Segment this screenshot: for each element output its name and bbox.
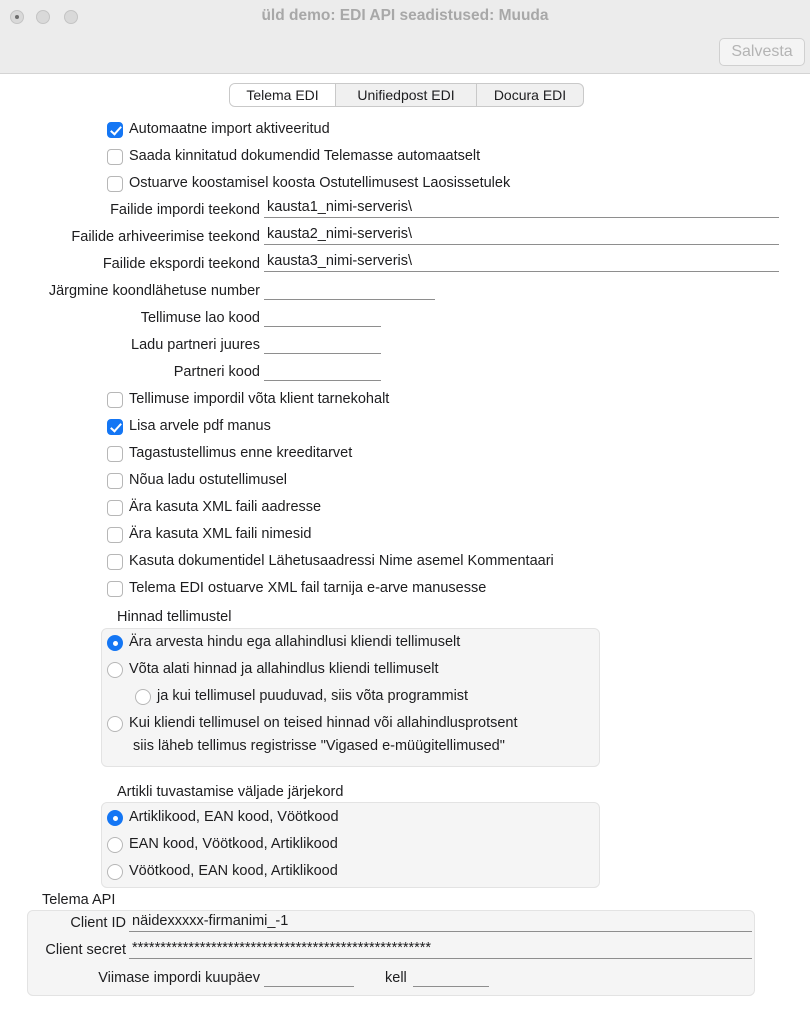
send-confirmed-label: Saada kinnitatud dokumendid Telemasse automaatselt	[129, 148, 481, 164]
auto-import-checkbox[interactable]	[107, 122, 123, 138]
price-option-ignore-radio[interactable]	[107, 635, 123, 651]
price-option-ignore-label: Ära arvesta hindu ega allahindlusi kliendi tellimuselt	[129, 634, 461, 650]
use-comment-checkbox[interactable]	[107, 554, 123, 570]
client-secret-label: Client secret	[45, 942, 126, 958]
price-option-error-note: siis läheb tellimus registrisse "Vigased e-müügitellimused"	[133, 738, 505, 754]
api-group-title: Telema API	[42, 892, 116, 908]
archive-path-label: Failide arhiveerimise teekond	[71, 229, 260, 245]
send-confirmed-checkbox[interactable]	[107, 149, 123, 165]
import-path-label: Failide impordi teekond	[110, 202, 260, 218]
purchase-invoice-receipt-checkbox[interactable]	[107, 176, 123, 192]
ignore-xml-addresses-checkbox[interactable]	[107, 500, 123, 516]
price-option-always-label: Võta alati hinnad ja allahindlus kliendi tellimuselt	[129, 661, 439, 677]
price-option-error-radio[interactable]	[107, 716, 123, 732]
article-order-3-radio[interactable]	[107, 864, 123, 880]
client-id-field[interactable]: näidexxxxx-firmanimi_-1	[129, 913, 752, 932]
last-import-date-field[interactable]	[264, 968, 354, 987]
attach-pdf-label: Lisa arvele pdf manus	[129, 418, 271, 434]
article-group-title: Artikli tuvastamise väljade järjekord	[117, 784, 344, 800]
return-order-label: Tagastustellimus enne kreeditarvet	[129, 445, 353, 461]
attach-pdf-checkbox[interactable]	[107, 419, 123, 435]
order-warehouse-code-label: Tellimuse lao kood	[140, 310, 260, 326]
price-option-error-label: Kui kliendi tellimusel on teised hinnad või allahindlusprotsent	[129, 715, 518, 731]
price-option-fallback-label: ja kui tellimusel puuduvad, siis võta programmist	[157, 688, 469, 704]
ignore-xml-addresses-label: Ära kasuta XML faili aadresse	[129, 499, 322, 515]
use-comment-label: Kasuta dokumentidel Lähetusaadressi Nime asemel Kommentaari	[129, 553, 554, 569]
purchase-invoice-receipt-label: Ostuarve koostamisel koosta Ostutellimusest Laosissetulek	[129, 175, 511, 191]
save-button[interactable]: Salvesta	[719, 38, 805, 66]
require-warehouse-checkbox[interactable]	[107, 473, 123, 489]
partner-code-label: Partneri kood	[173, 364, 260, 380]
client-id-label: Client ID	[70, 915, 126, 931]
ignore-xml-names-checkbox[interactable]	[107, 527, 123, 543]
article-order-1-radio[interactable]	[107, 810, 123, 826]
tab-bar	[229, 83, 584, 107]
ignore-xml-names-label: Ära kasuta XML faili nimesid	[129, 526, 312, 542]
return-order-checkbox[interactable]	[107, 446, 123, 462]
xml-attachment-label: Telema EDI ostuarve XML fail tarnija e-arve manusesse	[129, 580, 487, 596]
last-import-date-label: Viimase impordi kuupäev	[98, 970, 260, 986]
require-warehouse-label: Nõua ladu ostutellimusel	[129, 472, 287, 488]
article-order-3-label: Vöötkood, EAN kood, Artiklikood	[129, 863, 338, 879]
last-import-time-field[interactable]	[413, 968, 489, 987]
price-option-always-radio[interactable]	[107, 662, 123, 678]
next-consolidated-number-label: Järgmine koondlähetuse number	[48, 283, 260, 299]
auto-import-label: Automaatne import aktiveeritud	[129, 121, 330, 137]
title-bar	[0, 0, 810, 74]
export-path-field[interactable]: kausta3_nimi-serveris\	[264, 253, 779, 272]
import-path-field[interactable]: kausta1_nimi-serveris\	[264, 199, 779, 218]
article-order-2-radio[interactable]	[107, 837, 123, 853]
customer-from-delivery-label: Tellimuse impordil võta klient tarnekohalt	[129, 391, 390, 407]
tab-telema-edi[interactable]: Telema EDI	[230, 84, 335, 106]
export-path-label: Failide ekspordi teekond	[102, 256, 260, 272]
window-title: üld demo: EDI API seadistused: Muuda	[261, 7, 549, 24]
partner-warehouse-label: Ladu partneri juures	[131, 337, 260, 353]
archive-path-field[interactable]: kausta2_nimi-serveris\	[264, 226, 779, 245]
xml-attachment-checkbox[interactable]	[107, 581, 123, 597]
last-import-time-label: kell	[385, 970, 407, 986]
order-warehouse-code-field[interactable]	[264, 308, 381, 327]
client-secret-field[interactable]: *****************************************************	[129, 940, 752, 959]
next-consolidated-number-field[interactable]	[264, 281, 435, 300]
tab-unifiedpost-edi[interactable]: Unifiedpost EDI	[335, 84, 476, 106]
partner-warehouse-field[interactable]	[264, 335, 381, 354]
prices-group-title: Hinnad tellimustel	[117, 609, 232, 625]
price-option-fallback-radio[interactable]	[135, 689, 151, 705]
article-order-1-label: Artiklikood, EAN kood, Vöötkood	[129, 809, 339, 825]
article-order-2-label: EAN kood, Vöötkood, Artiklikood	[129, 836, 338, 852]
tab-docura-edi[interactable]: Docura EDI	[476, 84, 583, 106]
partner-code-field[interactable]	[264, 362, 381, 381]
customer-from-delivery-checkbox[interactable]	[107, 392, 123, 408]
